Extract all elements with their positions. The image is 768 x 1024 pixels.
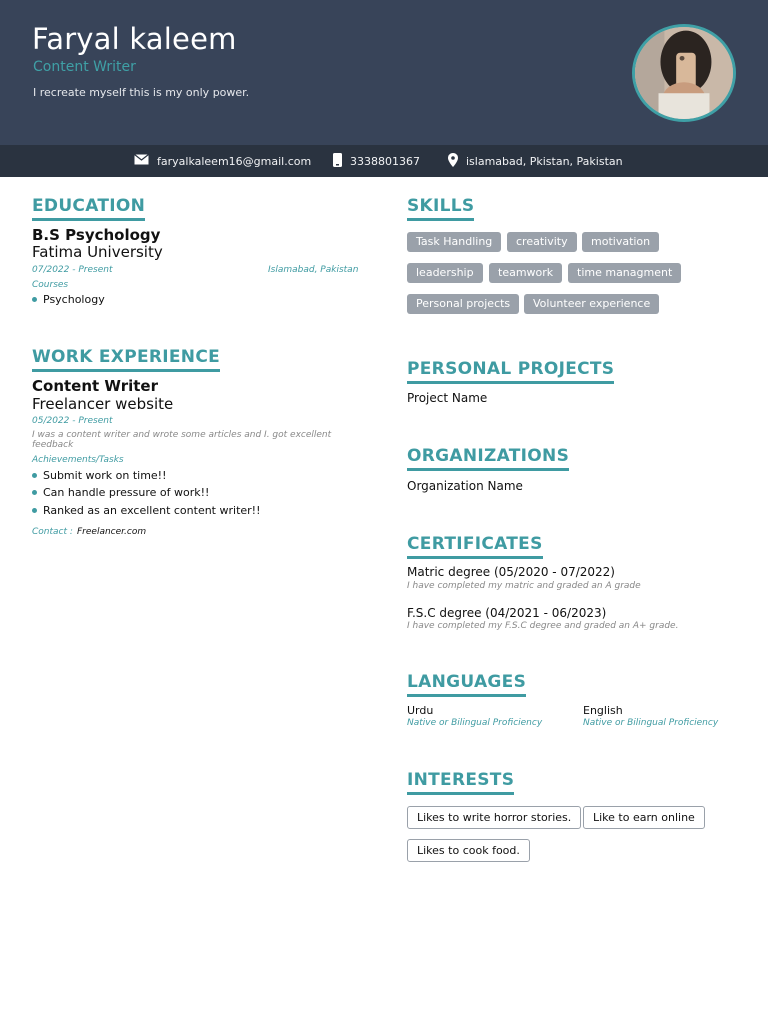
profile-photo <box>632 24 736 122</box>
person-tagline: I recreate myself this is my only power. <box>33 86 250 99</box>
skill-tag: leadership <box>407 263 483 283</box>
skill-tag: time managment <box>568 263 681 283</box>
organizations-title: ORGANIZATIONS <box>407 446 569 471</box>
work-company: Freelancer website <box>32 395 174 413</box>
location-text: islamabad, Pkistan, Pakistan <box>466 154 623 168</box>
certificate-description: I have completed my F.S.C degree and graded an A+ grade. <box>407 621 679 631</box>
envelope-icon <box>134 154 149 168</box>
resume-header <box>0 0 768 145</box>
work-dates: 05/2022 - Present <box>32 416 113 426</box>
organization-name: Organization Name <box>407 479 523 493</box>
phone-text: 3338801367 <box>350 154 420 168</box>
education-degree: B.S Psychology <box>32 226 161 244</box>
education-school: Fatima University <box>32 243 163 261</box>
project-name: Project Name <box>407 391 488 405</box>
work-description: I was a content writer and wrote some articles and I. got excellent feedback <box>32 430 332 450</box>
work-experience-title: WORK EXPERIENCE <box>32 347 220 372</box>
language-name: English <box>583 704 623 717</box>
map-pin-icon <box>448 153 458 170</box>
skill-tag: Task Handling <box>407 232 501 252</box>
email-text: faryalkaleem16@gmail.com <box>157 154 312 168</box>
skill-tag: motivation <box>582 232 659 252</box>
list-item: Submit work on time!! <box>32 469 167 482</box>
list-item: Ranked as an excellent content writer!! <box>32 504 261 517</box>
contact-phone[interactable] <box>333 145 420 177</box>
interest-tag: Likes to cook food. <box>407 839 530 862</box>
language-level: Native or Bilingual Proficiency <box>583 718 719 728</box>
skill-tag: Volunteer experience <box>524 294 659 314</box>
contact-location[interactable] <box>448 145 623 177</box>
list-item: Psychology <box>32 293 105 306</box>
work-achievements-label: Achievements/Tasks <box>32 455 124 465</box>
skills-title: SKILLS <box>407 196 474 221</box>
education-courses-label: Courses <box>32 280 69 290</box>
skill-tag: creativity <box>507 232 577 252</box>
language-name: Urdu <box>407 704 434 717</box>
languages-title: LANGUAGES <box>407 672 526 697</box>
interest-tag: Like to earn online <box>583 806 705 829</box>
work-contact-label: Contact : <box>32 527 73 537</box>
interests-title: INTERESTS <box>407 770 514 795</box>
certificate-name: F.S.C degree (04/2021 - 06/2023) <box>407 606 607 620</box>
personal-projects-title: PERSONAL PROJECTS <box>407 359 614 384</box>
skill-tag: Personal projects <box>407 294 519 314</box>
work-contact-value: Freelancer.com <box>77 527 147 537</box>
language-level: Native or Bilingual Proficiency <box>407 718 543 728</box>
education-dates: 07/2022 - Present <box>32 265 113 275</box>
person-name: Faryal kaleem <box>32 22 237 56</box>
certificates-title: CERTIFICATES <box>407 534 543 559</box>
list-item: Can handle pressure of work!! <box>32 486 209 499</box>
work-position: Content Writer <box>32 377 158 395</box>
skill-tag: teamwork <box>489 263 562 283</box>
interest-tag: Likes to write horror stories. <box>407 806 581 829</box>
certificate-name: Matric degree (05/2020 - 07/2022) <box>407 565 615 579</box>
contact-email[interactable] <box>134 145 311 177</box>
education-title: EDUCATION <box>32 196 145 221</box>
phone-icon <box>333 153 342 170</box>
contact-bar <box>0 145 768 177</box>
education-place: Islamabad, Pakistan <box>268 265 359 275</box>
certificate-description: I have completed my matric and graded an A grade <box>407 581 641 591</box>
person-role: Content Writer <box>33 59 136 75</box>
